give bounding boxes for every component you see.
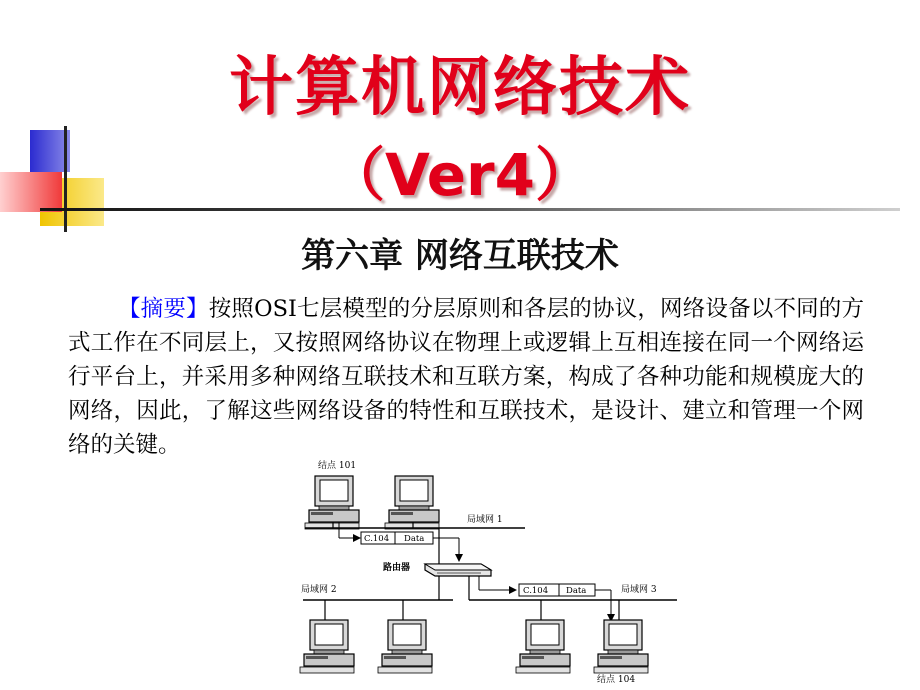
label-lan2: 局域网 2	[301, 585, 337, 595]
slide-version: （Ver4）	[326, 141, 593, 209]
abstract-paragraph	[68, 292, 864, 462]
computer-icon	[305, 476, 359, 529]
label-node-104: 结点 104	[597, 675, 636, 685]
packet2-address: C.104	[523, 586, 549, 596]
slide-title: 计算机网络技术	[229, 51, 691, 125]
packet2-data: Data	[566, 586, 587, 596]
network-diagram	[285, 458, 685, 686]
packet1-data: Data	[404, 534, 425, 544]
router-icon	[425, 564, 491, 576]
abstract-tag: 【摘要】	[118, 296, 209, 322]
computer-icon	[516, 620, 570, 673]
label-router: 路由器	[383, 563, 411, 573]
abstract-text: 按照OSI七层模型的分层原则和各层的协议，网络设备以不同的方式工作在不同层上，又按照网络协议在物理上或逻辑上互相连接在同一个网络运行平台上，并采用多种网络互联技术和互联方案，构成了各种功能和规模庞大的网络，因此，了解这些网络设备的特性和互联技术，是设计、建立和管理一个网络的关键。	[68, 296, 864, 458]
label-lan1: 局域网 1	[467, 515, 503, 525]
computer-icon	[594, 620, 648, 673]
computer-icon	[378, 620, 432, 673]
label-lan3: 局域网 3	[621, 585, 657, 595]
computer-icon	[300, 620, 354, 673]
computer-icon	[385, 476, 439, 529]
packet1-address: C.104	[364, 534, 390, 544]
label-node-101: 结点 101	[318, 461, 357, 471]
chapter-heading: 第六章 网络互联技术	[301, 236, 619, 276]
